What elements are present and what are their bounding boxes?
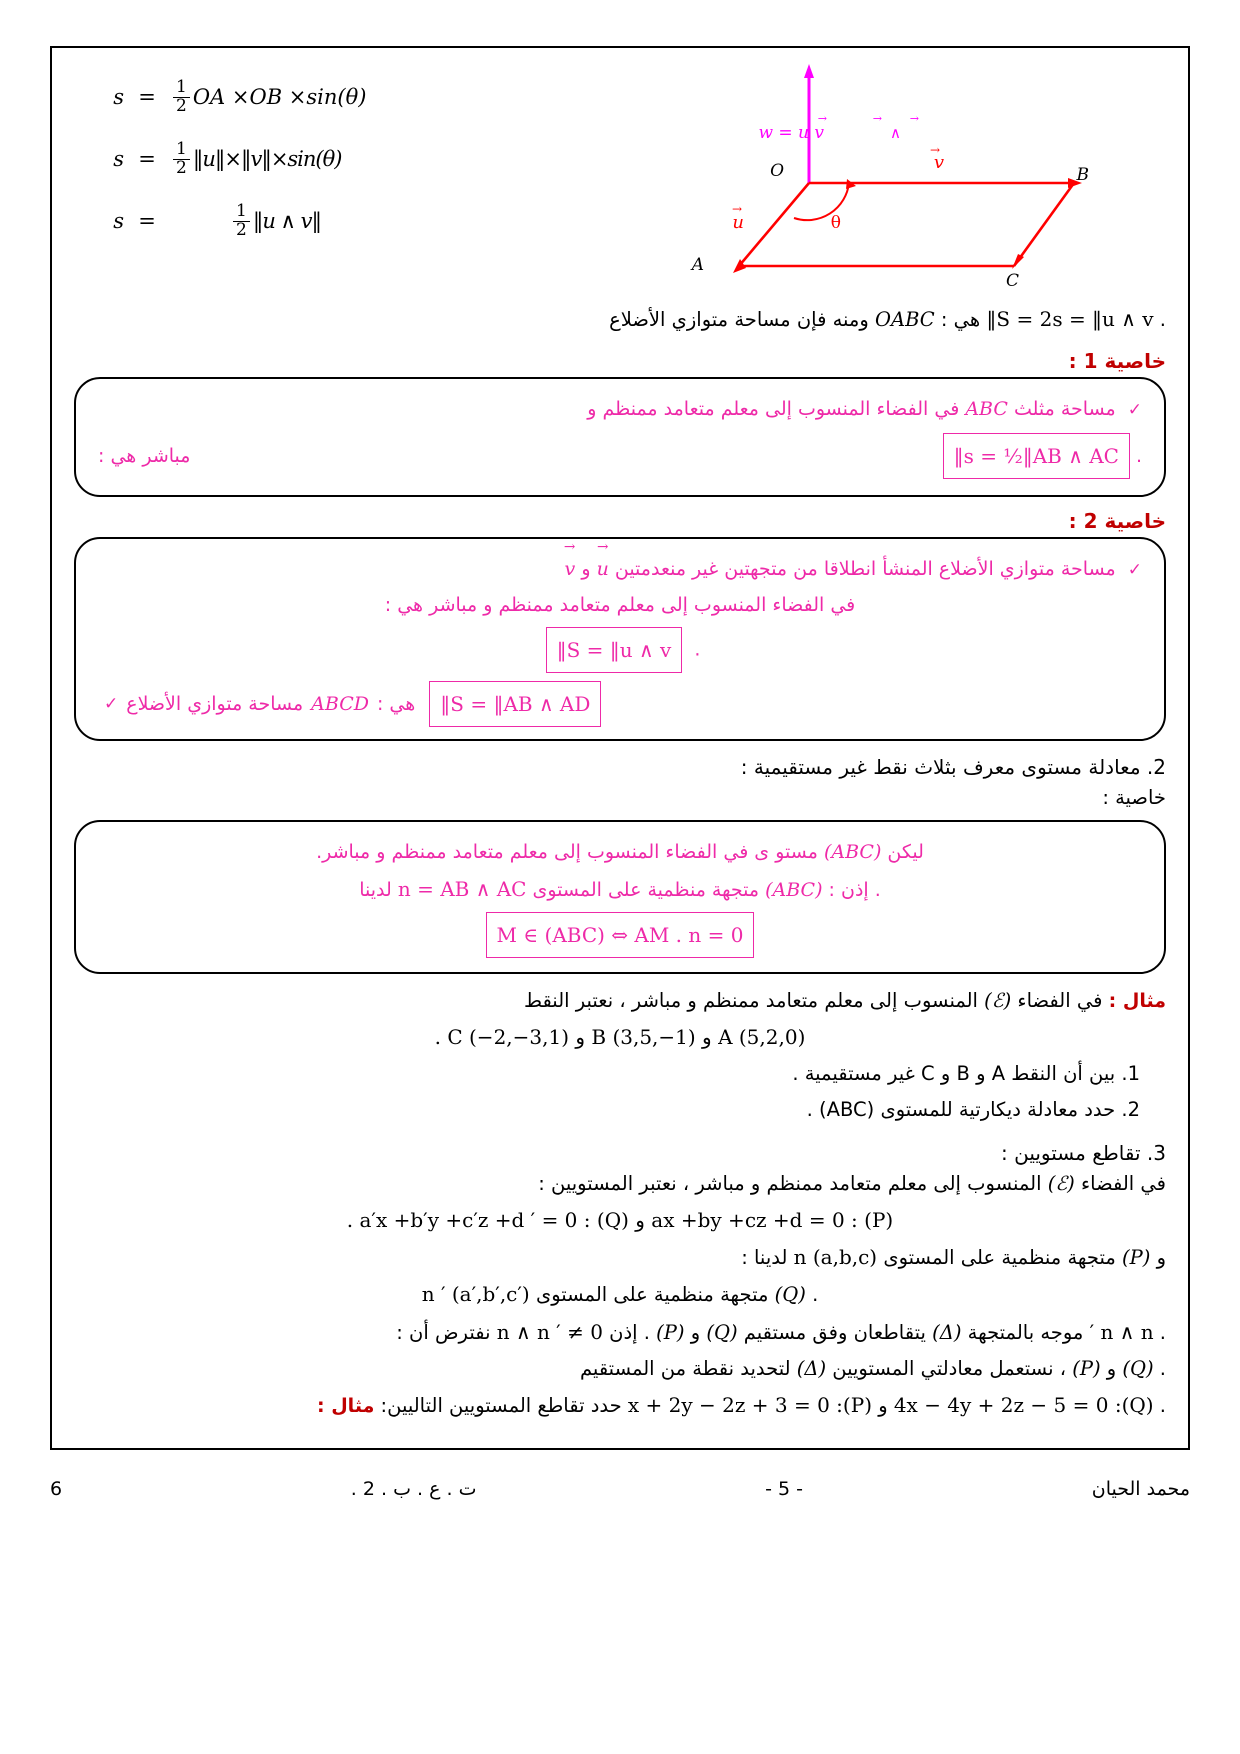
section-3-text-m: و [1106,1356,1117,1380]
property-1-text-a: مساحة مثلث [1013,398,1116,421]
example-2-dot: . [1159,1393,1166,1417]
example-2-plane-q: (Q): 4x − 4y + 2z − 5 = 0 [893,1392,1154,1417]
label-w-formula: w = u v [758,123,824,143]
property-2-and: و [581,558,591,581]
area-formulas [94,66,574,252]
section-2-heading: 2. معادلة مستوى معرف بثلاث نقط غير مستقيمية : [740,755,1166,780]
label-u: u [732,212,744,233]
svg-text:→: → [817,112,827,125]
example-2-and: و [878,1393,888,1417]
formula-3-eq: = [138,209,156,233]
property-2-formula-1: S = ‖u ∧ v‖ [546,627,683,673]
svg-text:→: → [909,112,919,125]
intro-dot: . [1159,308,1166,331]
formula-2-num: 1 [176,138,187,159]
label-O: O [770,161,784,181]
section-3-text-o: لتحديد نقطة من المستقيم [579,1356,791,1380]
check-icon: ✓ [104,694,119,715]
formula-2-eq: = [138,147,156,171]
section-3-text-l: نفترض أن : [396,1320,491,1344]
section-3-line-4 [74,1315,1166,1350]
footer-page-number: - 5 - [765,1478,804,1500]
label-A: A [691,255,704,275]
section-3-plane-p-2: (P) [656,1320,685,1344]
example-1-text-b: المنسوب إلى معلم متعامد ممنظم و مباشر ، نعتبر النقط [523,988,978,1012]
example-1-q2: 2. حدد معادلة ديكارتية للمستوى (ABC) . [806,1098,1140,1122]
section-3-delta-1: (Δ) [932,1320,962,1344]
example-1-points: A (5,2,0) و B (3,5,−1) و C (−2,−3,1) . [434,1024,806,1049]
footer-class: . ت . ع . ب . 2 [350,1478,477,1500]
property-1-bullet-line [98,391,1142,427]
formula-3-num: 1 [236,200,247,221]
property-1-box [74,377,1166,497]
property-1-text-c: مباشر هي : [98,445,191,468]
formula-1-lhs: s [113,85,124,109]
section-2-abc-1: (ABC) [823,840,882,863]
section-3-text-b: المنسوب إلى معلم متعامد ممنظم و مباشر ، نعتبر المستويين : [538,1172,1042,1196]
label-u-arrow: → [731,202,742,216]
property-2-bullet-2-line [98,677,1142,727]
section-3-text-c: و [1156,1246,1166,1270]
formula-row-3 [94,190,574,252]
section-3-space-e: (ℰ) [1047,1172,1075,1196]
example-2-text: حدد تقاطع المستويين التاليين: [380,1393,622,1417]
section-2-text-c: . إذن : [828,878,881,901]
label-C: C [1005,271,1019,291]
property-2-text-c: هي : [376,693,416,716]
property-2-formula-2: S = ‖AB ∧ AD‖ [429,681,601,727]
vector-cross-product-figure [634,58,1154,298]
check-icon: ✓ [1127,560,1142,581]
page-footer [50,1478,1190,1500]
formula-1-num: 1 [176,76,187,97]
formula-2-lhs: s [113,147,124,171]
footer-author: محمد الحيان [1091,1478,1190,1500]
formula-3-lhs: s [113,209,124,233]
section-3-line-5 [74,1352,1166,1386]
section-2-formula-line [98,908,1142,960]
section-2-text-e: لدينا [359,878,392,901]
formula-1-den: 2 [173,97,190,116]
formula-2-rhs: ‖u‖×‖v‖×sin(θ) [192,147,342,171]
example-2-label: مثال : [316,1394,375,1417]
svg-text:→: → [872,112,882,125]
section-3-text-a: في الفضاء [1080,1172,1166,1196]
section-3-line-3 [74,1277,1166,1312]
section-2-normal-vector: n = AB ∧ AC [397,876,527,901]
section-3-cross-vector: n ∧ n ′ [1089,1319,1154,1344]
section-3-dot-2: . [1159,1356,1166,1380]
section-2-box [74,820,1166,974]
property-2-bullet-1-line-1 [98,551,1142,587]
property-1-abc: ABC [965,398,1008,421]
section-3-text-k: . إذن [609,1320,650,1344]
section-3-text-g: متجهة منظمية على المستوى [535,1283,769,1307]
section-3-text-f: . [812,1283,819,1307]
section-3-heading: 3. تقاطع مستويين : [1001,1141,1166,1166]
property-2-formula-1-line [98,623,1142,677]
section-3-text-d: متجهة منظمية على المستوى [883,1246,1116,1270]
example-1-text-a: في الفضاء [1017,988,1103,1012]
section-2-abc-2: (ABC) [765,878,823,901]
svg-text:∧: ∧ [890,124,901,142]
section-3-planes: (P) : ax +by +cz +d = 0 و (Q) : a′x +b′y +c′z +d ′ = 0 . [346,1208,894,1233]
formula-1-rhs: OA ×OB ×sin(θ) [192,85,367,109]
intro-line [74,302,1166,337]
intro-text-right: ومنه فإن مساحة متوازي الأضلاع [609,308,869,331]
section-2-line-1 [98,834,1142,870]
formula-3-den: 2 [233,221,250,240]
formula-3-rhs: ‖u ∧ v‖ [252,209,321,233]
example-1-q1: 1. بين أن النقط A و B و C غير مستقيمية . [792,1061,1140,1085]
property-2-text-a: مساحة متوازي الأضلاع المنشأ انطلاقا من متجهتين غير منعدمتين [614,558,1116,581]
example-1-label: مثال : [1108,989,1166,1012]
example-1-line-1 [74,984,1166,1018]
property-2-text-b: مساحة متوازي الأضلاع [126,693,304,716]
property-2-dot: . [694,638,701,661]
section-3-plane-p-3: (P) [1072,1356,1101,1380]
property-1-text-b: في الفضاء المنسوب إلى معلم متعامد ممنظم و [587,398,960,421]
section-3-text-n: ، نستعمل معادلتي المستويين [832,1356,1066,1380]
property-1-dot: . [1135,445,1142,468]
section-2-sub: خاصية : [1102,786,1166,810]
section-2-line-2 [98,870,1142,908]
document-page [50,46,1190,1450]
section-3-text-h: موجه بالمتجهة [967,1320,1084,1344]
property-1-formula: s = ½‖AB ∧ AC‖ [943,433,1130,479]
section-3-condition: n ∧ n ′ ≠ 0 [496,1319,603,1344]
section-2-text-d: متجهة منظمية على المستوى [532,878,760,901]
property-2-bullet-1-line-2: في الفضاء المنسوب إلى معلم متعامد ممنظم و مباشر هي : [384,594,856,617]
property-1-title: خاصية 1 : [1068,349,1166,374]
property-2-title: خاصية 2 : [1068,509,1166,534]
section-2-text-b: مستو ى في الفضاء المنسوب إلى معلم متعامد ممنظم و مباشر. [316,840,818,863]
intro-formula: S = 2s = ‖u ∧ v‖ [986,307,1154,331]
label-theta: θ [830,213,841,233]
example-2-plane-p: (P): x + 2y − 2z + 3 = 0 [627,1392,872,1417]
section-3-line-1 [74,1167,1166,1201]
formula-1-fraction [173,76,190,116]
property-1-formula-line [98,427,1142,483]
section-3-plane-q-3: (Q) [1122,1356,1154,1380]
formula-3-fraction [233,200,250,240]
example-1-space-e: (ℰ) [984,988,1012,1012]
parallelogram-diagram-svg [634,58,1154,298]
property-2-abcd: ABCD [311,693,369,716]
section-2-text-a: ليكن [887,840,924,863]
section-3-plane-p-1: (P) [1122,1246,1151,1270]
formula-row-2 [94,128,574,190]
intro-oabc: OABC [875,308,935,331]
label-B: B [1076,165,1089,185]
section-3-text-j: و [690,1320,701,1344]
section-3-normal-n-prime: n ′ (a′,b′,c′) [421,1282,530,1307]
section-3-text-e: لدينا : [741,1246,788,1270]
section-3-delta-2: (Δ) [796,1356,827,1380]
section-3-plane-q-2: (Q) [706,1320,738,1344]
footer-number: 6 [50,1478,63,1500]
check-icon: ✓ [1127,400,1142,421]
figure-and-formulas-row [74,58,1166,300]
section-3-normal-n: n (a,b,c) [793,1245,878,1270]
section-2-formula: M ∈ (ABC) ⇔ AM . n = 0 [486,912,755,958]
property-2-v: v → [565,551,576,587]
formula-row-1 [94,66,574,128]
section-3-text-i: يتقاطعان وفق مستقيم [743,1320,926,1344]
formula-2-fraction [173,138,190,178]
property-2-u: u → [597,551,609,587]
formula-1-eq: = [138,85,156,109]
section-3-plane-q-1: (Q) [774,1283,806,1307]
property-2-box [74,537,1166,741]
formula-2-den: 2 [173,159,190,178]
intro-text-mid: هي : [940,308,981,331]
section-3-line-2 [74,1240,1166,1275]
label-v: v [933,152,944,173]
section-3-dot-1: . [1159,1320,1166,1344]
example-2-line [74,1388,1166,1423]
label-v-arrow: → [929,143,940,157]
